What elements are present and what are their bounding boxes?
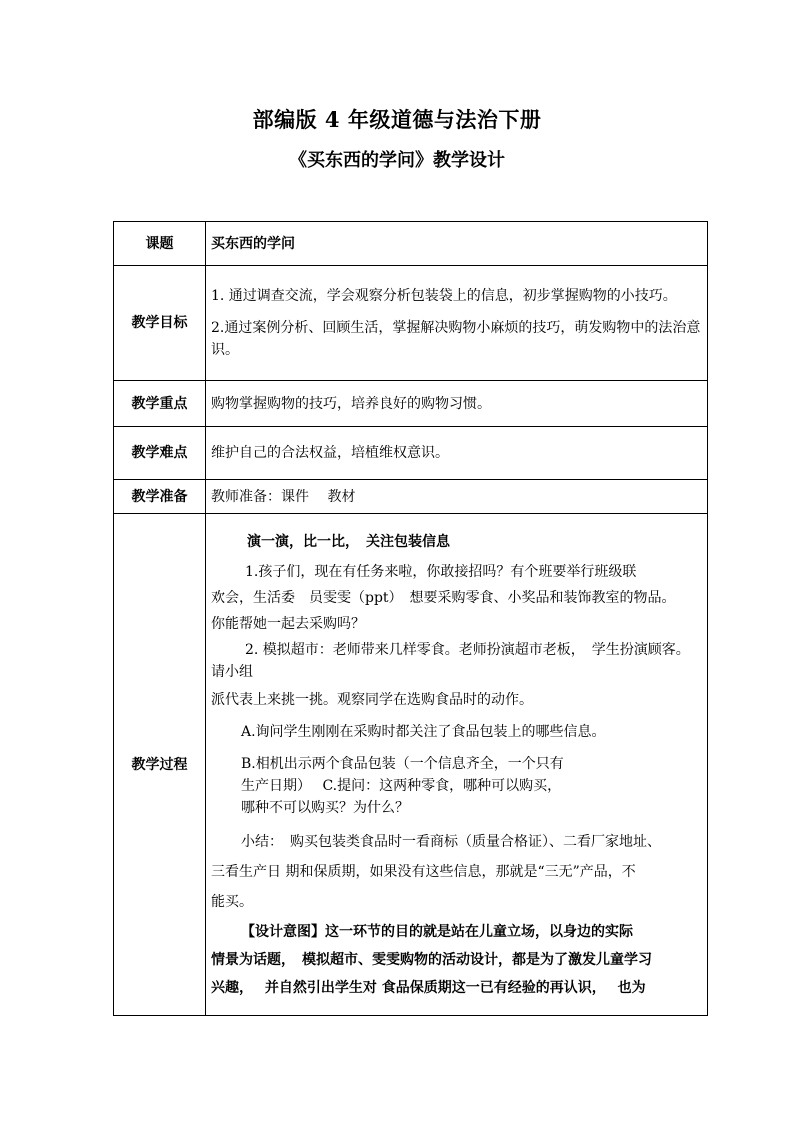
goal-item-1: 1. 通过调查交流，学会观察分析包装袋上的信息，初步掌握购物的小技巧。 xyxy=(211,288,677,304)
document-subtitle: 《买东西的学问》教学设计 xyxy=(289,150,505,171)
topic-value: 买东西的学问 xyxy=(206,222,708,266)
process-label: 教学过程 xyxy=(114,514,206,1016)
process-line: 能买。 xyxy=(211,893,253,910)
process-line: 【设计意图】这一环节的目的就是站在儿童立场，以身边的实际 xyxy=(241,923,633,940)
process-line: 1.孩子们，现在有任务来啦，你敢接招吗？有个班要举行班级联 xyxy=(245,563,637,580)
process-line: 生产日期） C.提问：这两种零食，哪种可以购买， xyxy=(241,777,562,794)
process-line: 小结： 购买包装类食品时一看商标（质量合格证）、二看厂家地址、 xyxy=(241,833,661,850)
process-line: 兴趣， 并自然引出学生对 食品保质期这一已有经验的再认识， 也为 xyxy=(211,979,646,996)
process-line: 欢会，生活委 员雯雯（ppt） 想要采购零食、小奖品和装饰教室的物品。 xyxy=(211,589,676,606)
difficulties-row xyxy=(114,427,708,480)
lesson-plan-table xyxy=(113,221,708,1016)
goals-content xyxy=(206,266,708,381)
topic-label: 课题 xyxy=(114,222,206,266)
process-line: 2. 模拟超市：老师带来几样零食。老师扮演超市老板， 学生扮演顾客。 xyxy=(245,641,690,658)
process-row xyxy=(114,514,708,1016)
process-content xyxy=(206,514,708,1016)
process-line: 情景为话题， 模拟超市、雯雯购物的活动设计，都是为了激发儿童学习 xyxy=(211,951,652,968)
process-line: B.相机出示两个食品包装（一个信息齐全，一个只有 xyxy=(241,755,564,772)
preparation-row xyxy=(114,480,708,514)
key-points-row xyxy=(114,381,708,427)
topic-row xyxy=(114,222,708,266)
goals-row xyxy=(114,266,708,381)
process-line: 派代表上来挑一挑。观察同学在选购食品时的动作。 xyxy=(211,691,533,708)
goal-item-2: 2.通过案例分析、回顾生活，掌握解决购物小麻烦的技巧，萌发购物中的法治意识。 xyxy=(211,320,701,358)
document-title: 部编版 4 年级道德与法治下册 xyxy=(252,107,542,132)
key-points-label: 教学重点 xyxy=(114,381,206,427)
difficulties-label: 教学难点 xyxy=(114,427,206,480)
process-line: 请小组 xyxy=(211,663,253,680)
goals-label: 教学目标 xyxy=(114,266,206,381)
preparation-label: 教学准备 xyxy=(114,480,206,514)
process-line: A.询问学生刚刚在采购时都关注了食品包装上的哪些信息。 xyxy=(241,723,606,740)
difficulties-value: 维护自己的合法权益，培植维权意识。 xyxy=(206,427,708,480)
process-heading: 演一演，比一比， 关注包装信息 xyxy=(247,533,450,550)
process-line: 哪种不可以购买？为什么？ xyxy=(241,799,409,816)
key-points-value: 购物掌握购物的技巧，培养良好的购物习惯。 xyxy=(206,381,708,427)
process-line: 你能帮她一起去采购吗？ xyxy=(211,615,365,632)
process-line: 三看生产日 期和保质期，如果没有这些信息，那就是“三无”产品，不 xyxy=(211,863,636,880)
preparation-value: 教师准备：课件 教材 xyxy=(206,480,708,514)
